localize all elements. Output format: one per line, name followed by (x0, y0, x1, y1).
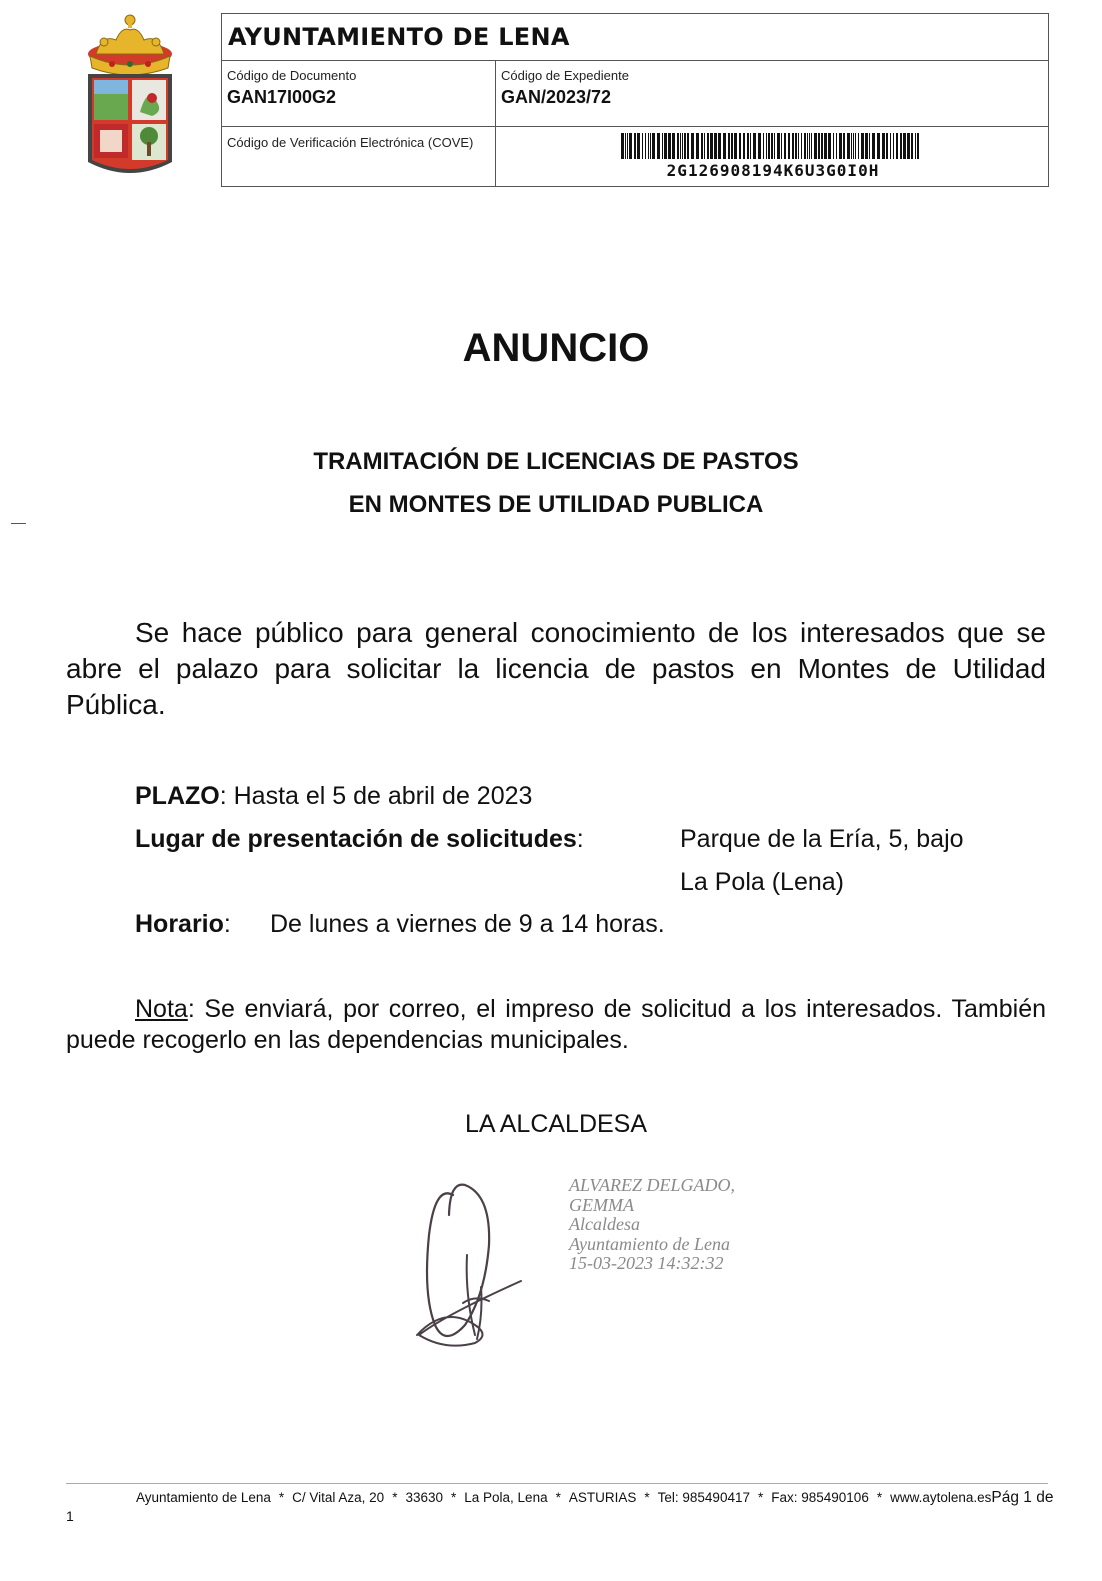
page-title: ANUNCIO (462, 326, 650, 370)
footer-separator: * (644, 1490, 650, 1505)
footer-separator: * (876, 1490, 883, 1505)
deadline-line (135, 782, 532, 811)
cove-label: Código de Verificación Electrónica (COVE) (227, 135, 474, 150)
note-label: Nota (135, 995, 188, 1023)
footer-separator: * (278, 1490, 285, 1505)
footer-website-link[interactable]: www.aytolena.es (890, 1490, 992, 1505)
document-header-table (221, 13, 1049, 187)
place-label-line (135, 825, 584, 854)
signer-name-line-1: ALVAREZ DELGADO, (569, 1175, 735, 1195)
footer-separator: * (451, 1490, 457, 1505)
deadline-value: : Hasta el 5 de abril de 2023 (219, 782, 533, 810)
footer-page-total: 1 (66, 1508, 74, 1524)
footer-page-number: Pág 1 de (991, 1489, 1054, 1506)
cove-code: 2G126908194K6U3G0I0H (666, 161, 880, 180)
coat-of-arms-logo (82, 12, 178, 184)
margin-mark (11, 523, 26, 524)
subtitle-line-2: EN MONTES DE UTILIDAD PUBLICA (348, 491, 764, 518)
footer-separator: * (555, 1490, 561, 1505)
footer-org: Ayuntamiento de Lena (136, 1490, 271, 1505)
page-footer (136, 1489, 1053, 1507)
document-code-label: Código de Documento (227, 68, 357, 83)
cove-barcode-cell (496, 127, 1048, 186)
document-code-cell (222, 61, 496, 127)
digital-signature-stamp (569, 1176, 735, 1274)
schedule-label-line (135, 910, 231, 939)
footer-separator: * (757, 1490, 764, 1505)
signature-datetime: 15-03-2023 14:32:32 (569, 1253, 724, 1273)
file-code-value: GAN/2023/72 (501, 87, 612, 107)
file-code-label: Código de Expediente (501, 68, 629, 83)
announcement-paragraph: Se hace público para general conocimiento de los interesados que se abre el palazo para solicitar la licencia de pastos en Montes de Utilidad Pública. (66, 617, 1046, 720)
footer-fax: Fax: 985490106 (771, 1490, 869, 1505)
document-code-value: GAN17I00G2 (227, 87, 337, 107)
place-address-line-1: Parque de la Ería, 5, bajo (680, 825, 964, 853)
footer-tel: Tel: 985490417 (657, 1490, 750, 1505)
note-paragraph (66, 994, 1046, 1056)
place-label: Lugar de presentación de solicitudes (135, 825, 577, 853)
schedule-colon: : (223, 910, 231, 938)
footer-postal-code: 33630 (405, 1490, 443, 1505)
subtitle-line-1: TRAMITACIÓN DE LICENCIAS DE PASTOS (313, 448, 799, 475)
signer-position: Alcaldesa (569, 1214, 640, 1234)
place-colon: : (576, 825, 584, 853)
footer-separator: * (392, 1490, 398, 1505)
signer-name-line-2: GEMMA (569, 1194, 634, 1215)
signatory-role: LA ALCALDESA (464, 1110, 648, 1138)
entity-name: AYUNTAMIENTO DE LENA (222, 14, 1048, 61)
footer-address: C/ Vital Aza, 20 (292, 1490, 385, 1505)
deadline-label: PLAZO (135, 782, 220, 810)
schedule-value: De lunes a viernes de 9 a 14 horas. (270, 910, 665, 938)
cove-label-cell (222, 127, 496, 186)
handwritten-signature (405, 1175, 530, 1355)
footer-divider (66, 1483, 1048, 1484)
place-address-line-2: La Pola (Lena) (680, 868, 845, 896)
note-text: : Se enviará, por correo, el impreso de solicitud a los interesados. También puede recogerlo en las dependencias municipales. (66, 995, 1046, 1054)
file-code-cell (496, 61, 1048, 127)
schedule-label: Horario (135, 910, 224, 938)
signer-organization: Ayuntamiento de Lena (569, 1233, 730, 1254)
barcode-icon (621, 133, 925, 159)
footer-town: La Pola, Lena (464, 1490, 548, 1505)
footer-region: ASTURIAS (568, 1490, 637, 1505)
